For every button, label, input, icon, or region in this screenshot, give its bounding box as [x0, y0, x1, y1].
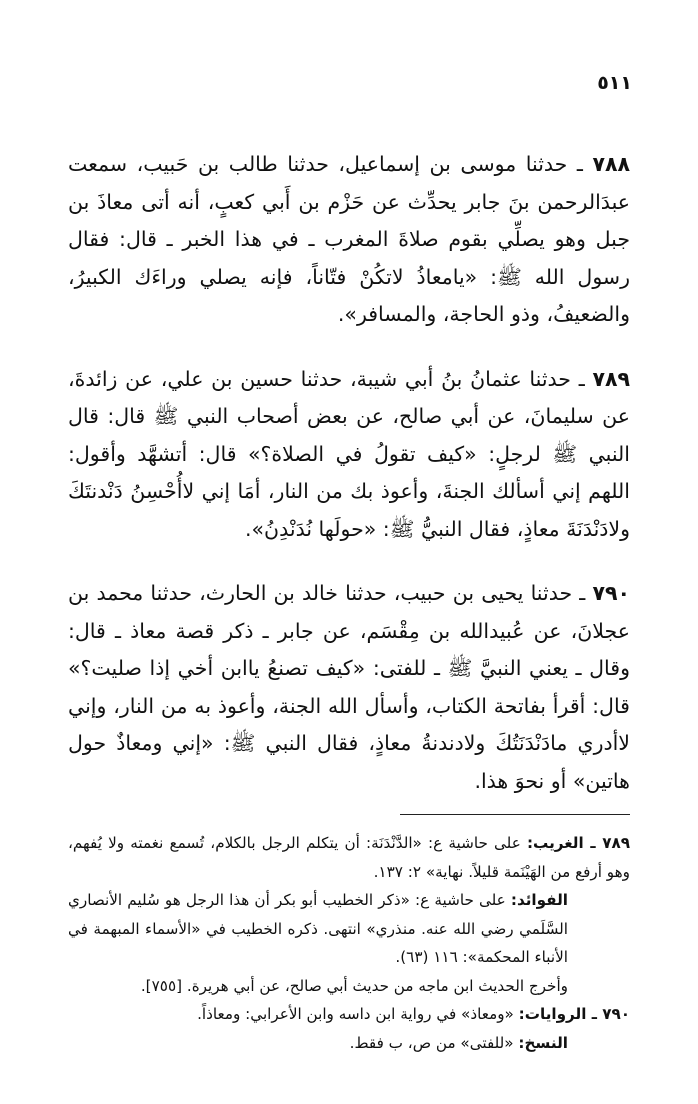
footnote-label: ـ الروايات:	[518, 1005, 603, 1023]
footnote-text: «للفتى» من ص، ب فقط.	[349, 1033, 519, 1052]
hadith-text: ـ حدثنا يحيى بن حبيب، حدثنا خالد بن الحارث، حدثنا محمد بن عجلانَ، عن عُبيدالله بن مِقْسَم، عن جابر ـ ذكر قصة معاذ ـ قال: وقال ـ يعني النبيَّ ﷺ ـ للفتى: «كيف تصنعُ ياابن أخي إذا صليت؟» قال: أقرأ بفاتحة الكتاب، وأسأل الله الجنة، وأعوذ به من النار، وإني لاأدري مادَنْدَنَتُكَ ولادندنةُ معاذٍ، فقال النبي ﷺ: «إني ومعاذٌ حول هاتين» أو نحوَ هذا.	[68, 581, 630, 793]
footnote-text: على حاشية ع: «الدَّنْدَنَة: أن يتكلم الرجل بالكلام، تُسمع نغمته ولا يُفهم، وهو أرفع من الهَيْنَمة قليلاً. نهاية» ٢: ١٣٧.	[68, 834, 630, 881]
footnote-label: ـ الغريب:	[526, 834, 603, 852]
page-number: ٥١١	[597, 72, 632, 94]
hadith-text: ـ حدثنا موسى بن إسماعيل، حدثنا طالب بن حَبيب، سمعت عبدَالرحمن بنَ جابر يحدِّث عن حَزْم بن أَبي كعبٍ، أنه أتى معاذَ بن جبل وهو يصلِّي بقوم صلاةَ المغرب ـ في هذا الخبر ـ قال: فقال رسول الله ﷺ: «يامعاذُ لاتكُنْ فتّاناً، فإنه يصلي وراءَك الكبيرُ، والضعيفُ، وذو الحاجة، والمسافر».	[68, 152, 630, 326]
hadith-number: ٧٨٨	[592, 152, 630, 176]
hadith-text: ـ حدثنا عثمانُ بنُ أبي شيبة، حدثنا حسين بن علي، عن زائدةَ، عن سليمانَ، عن أبي صالح، عن بعض أصحاب النبي ﷺ قال: قال النبي ﷺ لرجلٍ: «كيف تقولُ في الصلاة؟» قال: أتشهَّد وأقول: اللهم إني أسألك الجنةَ، وأعوذ بك من النار، أمَا إني لاأُحْسِنُ دَنْدنتَكَ ولادَنْدَنَةَ معاذٍ، فقال النبيُّ ﷺ: «حولَها نُدَنْدِنُ».	[68, 366, 630, 541]
footnote	[68, 829, 630, 886]
footnote-text: على حاشية ع: «ذكر الخطيب أبو بكر أن هذا الرجل هو سُليم الأنصاري السَّلَمي رضي الله عنه. منذري» انتهى. ذكره الخطيب في «الأسماء المبهمة في الأنباء المحكمة»: ١١٦ (٦٣).	[68, 891, 568, 966]
footnote-text: «ومعاذ» في رواية ابن داسه وابن الأعرابي: ومعاذاً.	[197, 1005, 519, 1023]
footnote	[68, 1000, 630, 1029]
hadith-number: ٧٩٠	[592, 581, 630, 605]
footnote	[68, 972, 630, 1001]
footnote-divider	[400, 814, 630, 815]
footnote-text: وأخرج الحديث ابن ماجه من حديث أبي صالح، عن أبي هريرة. [٧٥٥].	[140, 976, 568, 995]
footnotes	[68, 829, 630, 1057]
main-text	[68, 146, 630, 800]
footnote-number: ٧٨٩	[602, 834, 630, 852]
footnote	[68, 1029, 630, 1058]
footnote	[68, 886, 630, 972]
hadith-number: ٧٨٩	[592, 366, 630, 391]
hadith-paragraph	[68, 146, 630, 334]
footnote-number: ٧٩٠	[602, 1005, 630, 1023]
hadith-paragraph	[68, 361, 630, 549]
footnote-label: النسخ:	[518, 1033, 568, 1052]
footnote-label: الفوائد:	[510, 891, 568, 909]
hadith-paragraph	[68, 575, 630, 800]
